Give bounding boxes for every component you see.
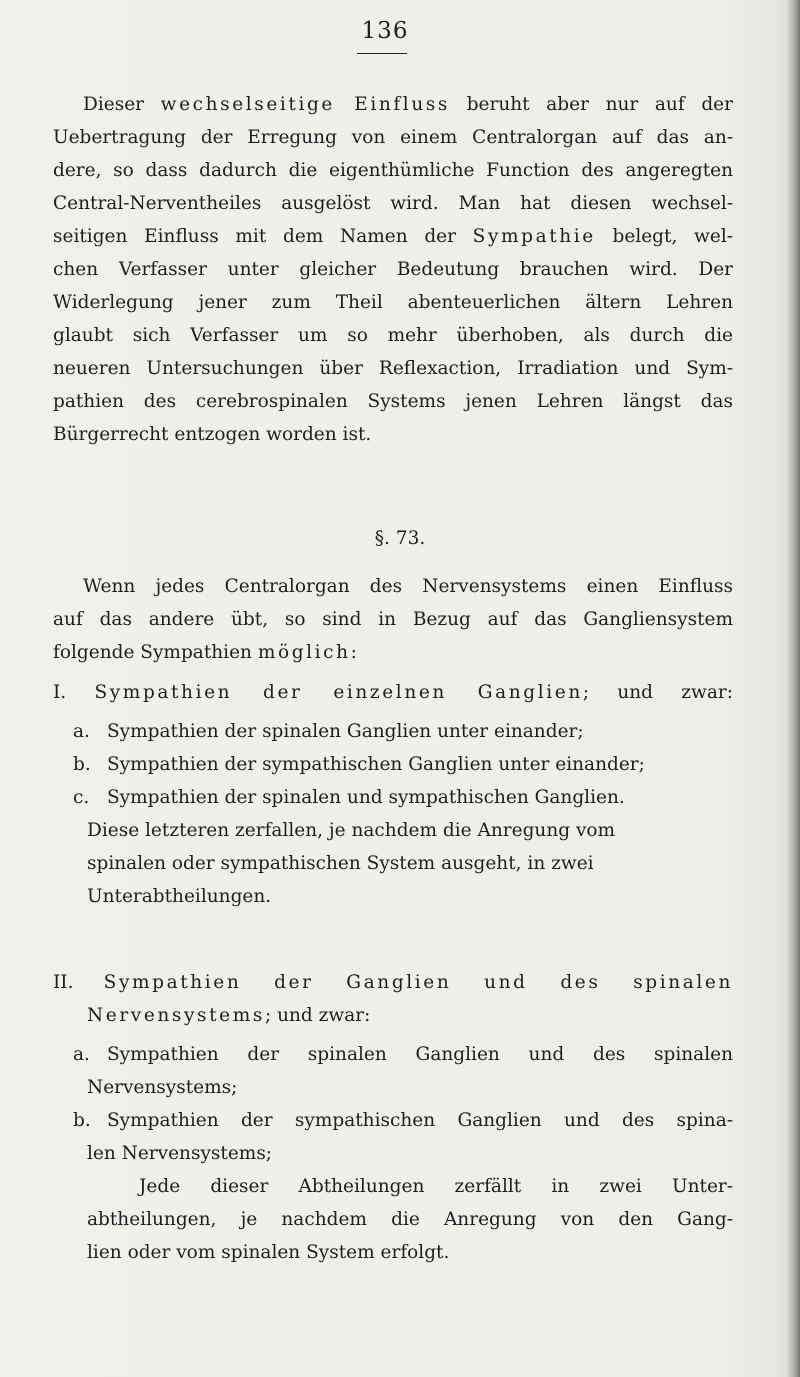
- text-span: Dieser: [83, 94, 161, 115]
- text-span: belegt, wel-: [595, 226, 733, 247]
- text-line: glaubt sich Verfasser um so mehr überhoben, als durch die: [53, 325, 733, 346]
- emphasized-term: Sympathie: [472, 226, 596, 247]
- text-span: ; und zwar:: [582, 682, 733, 703]
- list-item-continuation: Unterabtheilungen.: [87, 886, 272, 907]
- section-heading: §. 73.: [374, 528, 426, 549]
- item-text: Sympathien der sympathischen Ganglien und des spina-: [107, 1110, 733, 1131]
- item-label: b.: [73, 754, 91, 775]
- list-item-continuation: spinalen oder sympathischen System ausgeht, in zwei: [87, 853, 594, 874]
- text-span: :: [350, 642, 357, 663]
- item-label: a.: [73, 1044, 90, 1065]
- page-edge-shadow: [786, 0, 800, 1377]
- text-line: Bürgerrecht entzogen worden ist.: [53, 424, 372, 445]
- emphasized-term: wechselseitige Einfluss: [160, 94, 451, 115]
- item-label: b.: [73, 1110, 91, 1131]
- text-line: dere, so dass dadurch die eigenthümliche Function des angeregten: [53, 160, 733, 181]
- text-span: folgende Sympathien: [53, 642, 258, 663]
- text-span: seitigen Einfluss mit dem Namen der: [53, 226, 473, 247]
- emphasized-term: Sympathien der einzelnen Ganglien: [94, 682, 583, 703]
- page-number-rule: [357, 53, 407, 54]
- list-note: abtheilungen, je nachdem die Anregung von den Gang-: [87, 1209, 733, 1230]
- list-item: [53, 1038, 733, 1071]
- paragraph-1: [53, 88, 733, 451]
- list-item: [53, 748, 733, 781]
- item-label: a.: [73, 721, 90, 742]
- list-item-continuation: Nervensystems;: [87, 1077, 238, 1098]
- list-item-continuation: len Nervensystems;: [87, 1143, 273, 1164]
- list-heading: [53, 676, 733, 709]
- text-span: ; und zwar:: [264, 1005, 371, 1026]
- text-line: auf das andere übt, so sind in Bezug auf das Gangliensystem: [53, 609, 733, 630]
- item-text: Sympathien der spinalen und sympathischen Ganglien.: [107, 787, 625, 808]
- emphasized-term: Nervensystems: [87, 1005, 265, 1026]
- list-note: lien oder vom spinalen System erfolgt.: [87, 1242, 450, 1263]
- text-line: pathien des cerebrospinalen Systems jenen Lehren längst das: [53, 391, 733, 412]
- text-line: [53, 636, 733, 669]
- text-span: beruht aber nur auf der: [450, 94, 733, 115]
- text-line: Widerlegung jener zum Theil abenteuerlichen ältern Lehren: [53, 292, 733, 313]
- text-line: Central-Nerventheiles ausgelöst wird. Man hat diesen wechsel-: [53, 193, 733, 214]
- list-section-1: [53, 676, 733, 913]
- item-text: Sympathien der spinalen Ganglien unter einander;: [107, 721, 584, 742]
- emphasized-term: möglich: [257, 642, 351, 663]
- roman-numeral: I.: [53, 682, 67, 703]
- text-line: Uebertragung der Erregung von einem Centralorgan auf das an-: [53, 127, 733, 148]
- page-number: 136: [361, 18, 409, 44]
- text-line: [53, 88, 733, 121]
- roman-numeral: II.: [53, 972, 74, 993]
- list-section-2: [53, 966, 733, 1269]
- list-heading-continuation: [53, 999, 733, 1032]
- text-line: neueren Untersuchungen über Reflexaction, Irradiation und Sym-: [53, 358, 733, 379]
- item-label: c.: [73, 787, 90, 808]
- text-line: chen Verfasser unter gleicher Bedeutung brauchen wird. Der: [53, 259, 733, 280]
- list-heading: [53, 966, 733, 999]
- item-text: Sympathien der sympathischen Ganglien unter einander;: [107, 754, 645, 775]
- paragraph-2: [53, 570, 733, 669]
- text-line: Wenn jedes Centralorgan des Nervensystems einen Einfluss: [83, 576, 733, 597]
- emphasized-term: Sympathien der Ganglien und des spinalen: [103, 972, 733, 993]
- item-text: Sympathien der spinalen Ganglien und des spinalen: [107, 1044, 733, 1065]
- text-line: [53, 220, 733, 253]
- list-item-continuation: Diese letzteren zerfallen, je nachdem die Anregung vom: [87, 820, 616, 841]
- list-item: [53, 781, 733, 814]
- list-note: Jede dieser Abtheilungen zerfällt in zwei Unter-: [139, 1176, 733, 1197]
- list-item: [53, 715, 733, 748]
- list-item: [53, 1104, 733, 1137]
